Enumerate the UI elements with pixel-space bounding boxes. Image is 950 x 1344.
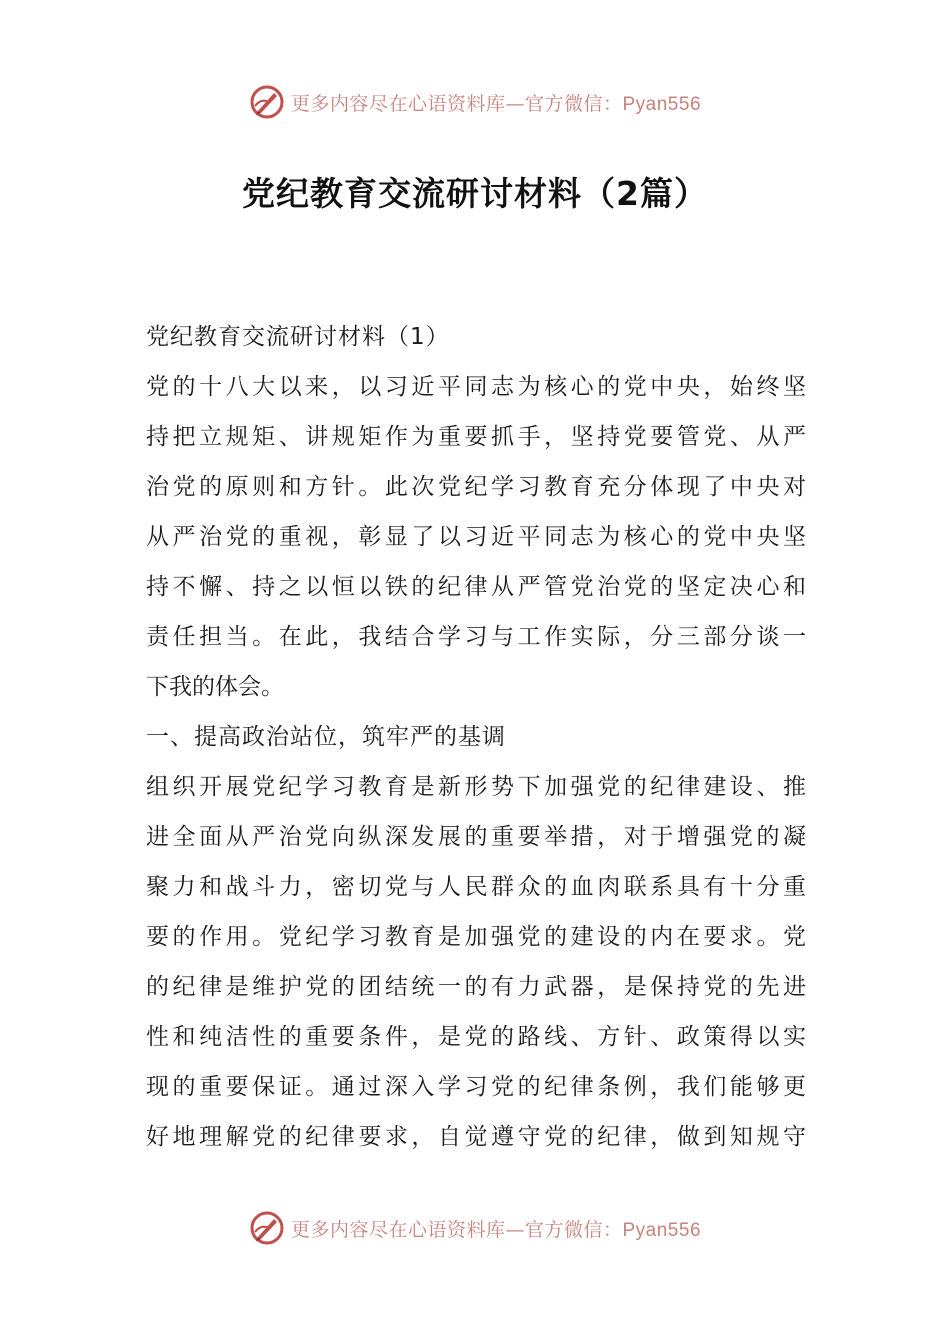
body-line: 责任担当。在此，我结合学习与工作实际，分三部分谈一 [146,624,806,650]
body-line: 进全面从严治党向纵深发展的重要举措，对于增强党的凝 [146,824,806,850]
body-line: 从严治党的重视，彰显了以习近平同志为核心的党中央坚 [146,524,806,550]
document-title: 党纪教育交流研讨材料（2篇） [242,174,708,213]
body-line: 组织开展党纪学习教育是新形势下加强党的纪律建设、推 [146,774,806,800]
banner-wechat-id: Pyan556 [622,1219,702,1241]
body-line: 持把立规矩、讲规矩作为重要抓手，坚持党要管党、从严 [146,424,806,450]
pen-circle-icon [249,84,285,120]
banner-text: 更多内容尽在心语资料库—官方微信： [290,1218,623,1241]
body-line: 党的十八大以来，以习近平同志为核心的党中央，始终坚 [146,374,806,400]
section-heading: 一、提高政治站位，筑牢严的基调 [146,724,506,750]
body-line: 好地理解党的纪律要求，自觉遵守党的纪律，做到知规守 [146,1124,806,1150]
pen-circle-icon [249,1210,285,1246]
body-line: 现的重要保证。通过深入学习党的纪律条例，我们能够更 [146,1074,806,1100]
body-line: 下我的体会。 [146,674,284,700]
header-banner [0,82,950,122]
body-line: 性和纯洁性的重要条件，是党的路线、方针、政策得以实 [146,1024,806,1050]
document-body [146,312,806,1162]
section-title: 党纪教育交流研讨材料（1） [146,324,450,350]
footer-banner [0,1208,950,1248]
banner-wechat-id: Pyan556 [622,93,702,115]
body-line: 的纪律是维护党的团结统一的有力武器，是保持党的先进 [146,974,806,1000]
body-line: 聚力和战斗力，密切党与人民群众的血肉联系具有十分重 [146,874,806,900]
body-line: 治党的原则和方针。此次党纪学习教育充分体现了中央对 [146,474,806,500]
banner-text: 更多内容尽在心语资料库—官方微信： [290,92,623,115]
body-line: 持不懈、持之以恒以铁的纪律从严管党治党的坚定决心和 [146,574,806,600]
body-line: 要的作用。党纪学习教育是加强党的建设的内在要求。党 [146,924,806,950]
